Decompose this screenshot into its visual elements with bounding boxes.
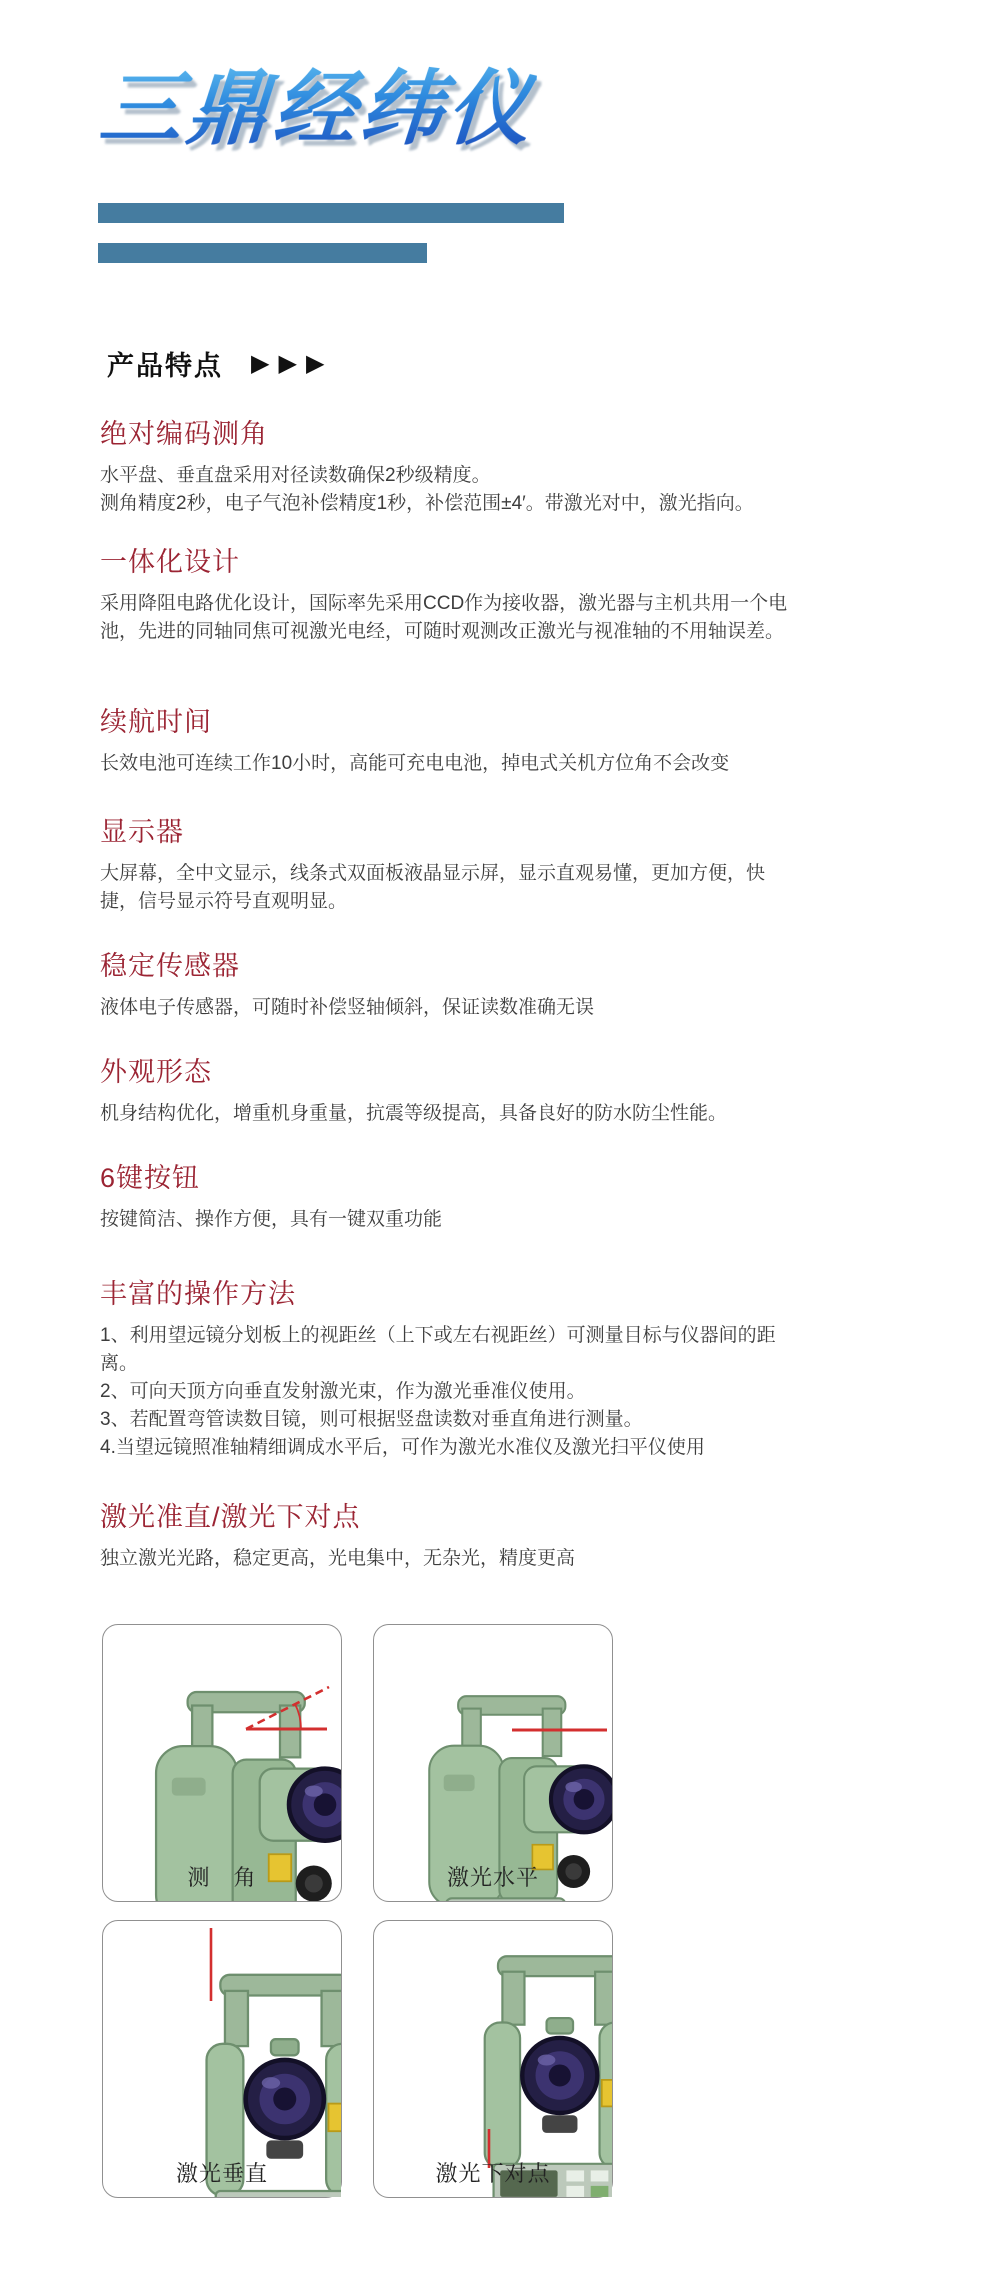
operation-list-item: 3、若配置弯管读数目镜，则可根据竖盘读数对垂直角进行测量。 bbox=[100, 1409, 643, 1430]
gallery-box-angle-measure bbox=[102, 1624, 342, 1902]
section-heading: 续航时间 bbox=[100, 707, 212, 737]
gallery-caption: 激光垂直 bbox=[175, 2161, 268, 2186]
section-heading: 绝对编码测角 bbox=[100, 419, 268, 449]
product-gallery bbox=[102, 1624, 613, 2198]
arrow-right-icon: ▶ bbox=[305, 349, 325, 377]
arrow-right-icon: ▶ bbox=[251, 349, 270, 377]
feature-section bbox=[100, 816, 820, 916]
section-body-line: 大屏幕，全中文显示，线条式双面板液晶显示屏，显示直观易懂，更加方便，快捷，信号显示符号直观明显。 bbox=[100, 863, 766, 912]
section-heading: 6键按钮 bbox=[100, 1163, 201, 1193]
section-heading: 外观形态 bbox=[100, 1057, 212, 1087]
feature-section bbox=[100, 950, 820, 1022]
triple-arrow-icons bbox=[251, 349, 325, 377]
feature-section bbox=[100, 1162, 820, 1234]
section-body-line: 水平盘、垂直盘采用对径读数确保2秒级精度。 bbox=[100, 465, 491, 486]
features-header bbox=[107, 344, 324, 383]
decorative-bar-top bbox=[98, 203, 564, 223]
feature-section bbox=[100, 1278, 820, 1462]
gallery-caption: 测 角 bbox=[187, 1865, 257, 1890]
arrow-right-icon: ▶ bbox=[278, 349, 297, 377]
operation-list-item: 2、可向天顶方向垂直发射激光束，作为激光垂准仪使用。 bbox=[100, 1381, 586, 1402]
feature-section bbox=[100, 546, 820, 646]
section-heading: 丰富的操作方法 bbox=[100, 1279, 296, 1309]
section-body-line: 独立激光光路，稳定更高，光电集中，无杂光，精度更高 bbox=[100, 1548, 576, 1569]
feature-section bbox=[100, 1056, 820, 1128]
section-body-line: 长效电池可连续工作10小时，高能可充电电池，掉电式关机方位角不会改变 bbox=[100, 753, 730, 774]
section-heading: 显示器 bbox=[100, 817, 184, 847]
section-body-line: 按键简洁、操作方便，具有一键双重功能 bbox=[100, 1209, 443, 1230]
operation-list-item: 1、利用望远镜分划板上的视距丝（上下或左右视距丝）可测量目标与仪器间的距离。 bbox=[100, 1325, 776, 1374]
section-body-line: 采用降阻电路优化设计，国际率先采用CCD作为接收器，激光器与主机共用一个电池，先进的同轴同焦可视激光电经，可随时观测改正激光与视准轴的不用轴误差。 bbox=[100, 593, 788, 642]
decorative-bar-bottom bbox=[98, 243, 427, 263]
operation-list-item: 4.当望远镜照准轴精细调成水平后，可作为激光水准仪及激光扫平仪使用 bbox=[100, 1437, 705, 1458]
theodolite-horizontal-illustration bbox=[374, 1625, 612, 1901]
section-body-line: 液体电子传感器，可随时补偿竖轴倾斜，保证读数准确无误 bbox=[100, 997, 595, 1018]
feature-section bbox=[100, 1501, 820, 1573]
gallery-caption: 激光水平 bbox=[446, 1865, 539, 1890]
gallery-box-laser-plummet bbox=[373, 1920, 613, 2198]
features-header-label: 产品特点 bbox=[107, 351, 223, 381]
section-heading: 一体化设计 bbox=[100, 547, 240, 577]
brand-title: 三鼎经纬仪 bbox=[96, 44, 539, 161]
gallery-box-laser-vertical bbox=[102, 1920, 342, 2198]
feature-section bbox=[100, 418, 820, 518]
theodolite-vertical-illustration bbox=[103, 1921, 341, 2197]
section-heading: 激光准直/激光下对点 bbox=[100, 1502, 361, 1532]
section-heading: 稳定传感器 bbox=[100, 951, 240, 981]
gallery-box-laser-horizontal bbox=[373, 1624, 613, 1902]
section-body-line: 机身结构优化，增重机身重量，抗震等级提高，具备良好的防水防尘性能。 bbox=[100, 1103, 728, 1124]
theodolite-angle-illustration bbox=[103, 1625, 341, 1901]
feature-section bbox=[100, 706, 820, 778]
gallery-caption: 激光下对点 bbox=[435, 2161, 551, 2186]
section-body-line: 测角精度2秒，电子气泡补偿精度1秒，补偿范围±4′。带激光对中，激光指向。 bbox=[100, 493, 754, 514]
theodolite-plummet-illustration bbox=[374, 1921, 612, 2197]
